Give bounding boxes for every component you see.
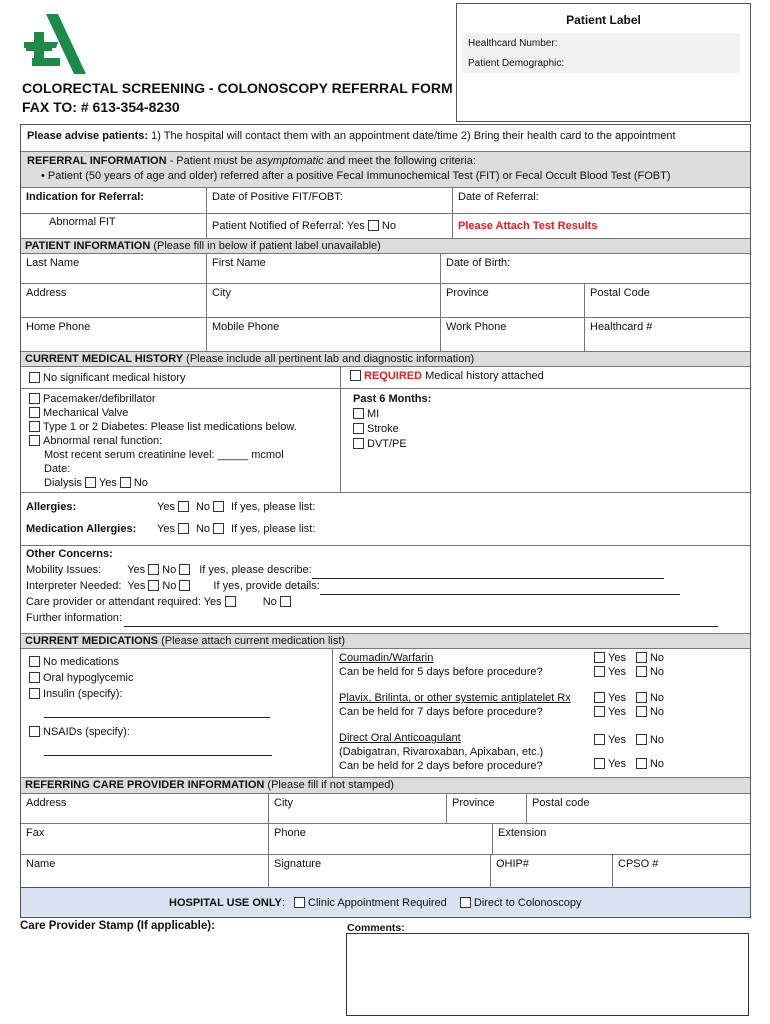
- interp-yes-checkbox[interactable]: [148, 580, 159, 591]
- provider-row-3: [21, 855, 750, 889]
- dialysis-row: [44, 476, 335, 490]
- allergies-line: [26, 501, 76, 513]
- prov-province-label: Province: [452, 797, 495, 809]
- history-attached-cell: [341, 367, 752, 388]
- referral-head-end: and meet the following criteria:: [323, 155, 476, 167]
- criteria-bullet: Patient (50 years of age and older) referred after a positive Fecal Immunochemical Test (FIT) or Fecal Occult Blood Test (FOBT): [47, 170, 671, 182]
- doac-no-checkbox-1[interactable]: [636, 734, 647, 745]
- no-3: No: [649, 692, 665, 704]
- meds-right-cell: [333, 649, 752, 777]
- prov-province-field[interactable]: [447, 794, 527, 823]
- allergies-label: Allergies:: [26, 501, 77, 513]
- condition-valve: [26, 406, 335, 420]
- healthcard-label-2: Healthcard #: [590, 321, 653, 333]
- plavix-label: Plavix, Brilinta, or other systemic antiplatelet Rx: [339, 692, 571, 704]
- prov-signature-field[interactable]: [269, 855, 491, 889]
- stroke-checkbox[interactable]: [353, 423, 364, 434]
- patient-row-1: [21, 254, 750, 284]
- plavix-yes-checkbox-1[interactable]: [594, 692, 605, 703]
- first-name-field[interactable]: [207, 254, 441, 283]
- interp-details-input[interactable]: [320, 583, 680, 595]
- provider-head: REFERRING CARE PROVIDER INFORMATION: [25, 779, 265, 791]
- coumadin-label: Coumadin/Warfarin: [339, 652, 434, 664]
- pacemaker-label: Pacemaker/defibrillator: [43, 393, 156, 405]
- valve-checkbox[interactable]: [29, 407, 40, 418]
- no-2: No: [649, 666, 665, 678]
- advise-row: [21, 125, 750, 152]
- prov-name-label: Name: [26, 858, 56, 870]
- med-allergy-yes-checkbox[interactable]: [178, 523, 189, 534]
- renal-date-label: Date:: [44, 463, 71, 475]
- care-yes-checkbox[interactable]: [225, 596, 236, 607]
- med-allergies-label: Medication Allergies:: [26, 523, 137, 535]
- interp-no-checkbox[interactable]: [179, 580, 190, 591]
- prov-ext-field[interactable]: [493, 824, 752, 854]
- healthcard-label: Healthcard Number:: [468, 38, 558, 49]
- condition-renal: [26, 434, 335, 448]
- allergy-yes: Yes: [157, 501, 175, 513]
- past6-cell: [341, 389, 752, 492]
- mobile-phone-field[interactable]: [207, 318, 441, 351]
- patient-head: PATIENT INFORMATION: [25, 240, 151, 252]
- dialysis-no-checkbox[interactable]: [120, 477, 131, 488]
- last-name-label: Last Name: [26, 257, 80, 269]
- coumadin-yes-checkbox-1[interactable]: [594, 652, 605, 663]
- hospital-use-bar: [20, 888, 751, 918]
- dvt-checkbox[interactable]: [353, 438, 364, 449]
- yes-2: Yes: [608, 666, 626, 678]
- prov-cpso-field[interactable]: [613, 855, 752, 889]
- clinic-appointment-label: Clinic Appointment Required: [308, 897, 447, 909]
- nsaids-label: NSAIDs (specify):: [43, 726, 130, 738]
- prov-postal-label: Postal code: [532, 797, 590, 809]
- advise-text: 1) The hospital will contact them with an appointment date/time 2) Bring their health card to the appointment: [148, 130, 676, 142]
- pacemaker-checkbox[interactable]: [29, 393, 40, 404]
- allergies-options: [157, 501, 315, 513]
- yes-5: Yes: [608, 734, 626, 746]
- provider-row-2: [21, 824, 750, 855]
- referral-head: REFERRAL INFORMATION: [27, 155, 167, 167]
- doac-label: Direct Oral Anticoagulant: [339, 732, 461, 744]
- stamp-label: Care Provider Stamp (If applicable):: [20, 920, 215, 932]
- condition-pacemaker: [26, 392, 335, 406]
- notified-label: Patient Notified of Referral: Yes: [212, 220, 365, 232]
- attach-results-cell: [453, 214, 752, 238]
- hospital-colon: :: [281, 897, 285, 909]
- concerns-row: [21, 546, 750, 634]
- mobility-describe: If yes, please describe:: [199, 564, 312, 576]
- prov-phone-label: Phone: [274, 827, 306, 839]
- indication-label: Indication for Referral:: [26, 191, 144, 203]
- referral-form-grid: [20, 124, 751, 888]
- fax-number: FAX TO: # 613-354-8230: [22, 99, 180, 115]
- provider-header: [21, 778, 750, 794]
- dob-field[interactable]: [441, 254, 752, 283]
- valve-label: Mechanical Valve: [43, 407, 129, 419]
- oral-checkbox[interactable]: [29, 672, 40, 683]
- further-line: [26, 609, 745, 627]
- allergy-no-checkbox[interactable]: [213, 501, 224, 512]
- address-field[interactable]: [21, 284, 207, 317]
- renal-checkbox[interactable]: [29, 435, 40, 446]
- demographic-label: Patient Demographic:: [468, 58, 565, 69]
- dob-label: Date of Birth:: [446, 257, 511, 269]
- patient-sub: (Please fill in below if patient label unavailable): [150, 240, 381, 252]
- required-text: REQUIRED: [364, 370, 423, 382]
- first-name-label: First Name: [212, 257, 266, 269]
- postal-code-field[interactable]: [585, 284, 752, 317]
- yes-3: Yes: [608, 692, 626, 704]
- referral-header: REFERRAL INFORMATION - Patient must be asymptomatic and meet the following criteria: • Patient (50 years of age and older) referred after a positive Fecal Immunochemical Test (FIT) or Fecal Occult Blood Test (FOBT): [21, 152, 750, 188]
- yes-6: Yes: [608, 758, 626, 770]
- coumadin-question: Can be held for 5 days before procedure?: [339, 666, 543, 678]
- nsaids-input[interactable]: [44, 746, 272, 756]
- med-none: [26, 654, 327, 670]
- past-stroke: [353, 422, 747, 437]
- interp-no: No: [162, 580, 177, 592]
- no-meds-label: No medications: [43, 656, 119, 668]
- history-row-1: [21, 367, 750, 389]
- patient-label-box: [456, 3, 751, 122]
- notified-cell: [207, 214, 453, 238]
- coumadin-no-checkbox-2[interactable]: [636, 666, 647, 677]
- prov-phone-field[interactable]: [269, 824, 493, 854]
- interp-details: If yes, provide details:: [213, 580, 320, 592]
- healthcard-field[interactable]: [585, 318, 752, 351]
- no-significant-cell: [21, 367, 341, 388]
- prov-city-label: City: [274, 797, 293, 809]
- doac-yes-checkbox-1[interactable]: [594, 734, 605, 745]
- date-fit-field[interactable]: [207, 188, 453, 213]
- no-significant-label: No significant medical history: [43, 372, 186, 384]
- mobility-label: Mobility Issues:: [26, 564, 102, 576]
- allergy-no: No: [195, 501, 211, 513]
- home-phone-label: Home Phone: [26, 321, 91, 333]
- plavix-no-checkbox-1[interactable]: [636, 692, 647, 703]
- dialysis-label: Dialysis: [44, 477, 82, 489]
- attach-results-text: Please Attach Test Results: [458, 220, 598, 232]
- history-attached-label: Medical history attached: [422, 370, 544, 382]
- postal-code-label: Postal Code: [590, 287, 650, 299]
- prov-name-field[interactable]: [21, 855, 269, 889]
- patient-row-3: [21, 318, 750, 352]
- form-title: COLORECTAL SCREENING - COLONOSCOPY REFERRAL FORM: [22, 80, 453, 96]
- further-label: Further information:: [26, 612, 122, 624]
- meds-row: [21, 649, 750, 778]
- city-label: City: [212, 287, 231, 299]
- patient-label-title: Patient Label: [566, 13, 641, 27]
- allergy-list-label: If yes, please list:: [231, 501, 316, 513]
- coumadin-yes-checkbox-2[interactable]: [594, 666, 605, 677]
- mobility-no: No: [162, 564, 177, 576]
- prov-address-label: Address: [26, 797, 67, 809]
- city-field[interactable]: [207, 284, 441, 317]
- plavix-question: Can be held for 7 days before procedure?: [339, 706, 543, 718]
- care-label: Care provider or attendant required: Yes: [26, 596, 222, 608]
- doac-sub: (Dabigatran, Rivaroxaban, Apixaban, etc.): [339, 746, 544, 758]
- province-label: Province: [446, 287, 489, 299]
- meds-head: CURRENT MEDICATIONS: [25, 635, 159, 647]
- interp-yes: Yes: [127, 580, 146, 592]
- history-attached-checkbox[interactable]: [350, 370, 361, 381]
- last-name-field[interactable]: [21, 254, 207, 283]
- med-nsaids: [26, 724, 327, 740]
- conditions-cell: [21, 389, 341, 492]
- insulin-input[interactable]: [44, 710, 270, 718]
- allergies-row: [21, 493, 750, 546]
- insulin-label: Insulin (specify):: [43, 688, 123, 700]
- mobility-no-checkbox[interactable]: [179, 564, 190, 575]
- abnormal-fit: Abnormal FIT: [49, 216, 116, 228]
- prov-cpso-label: CPSO #: [618, 858, 659, 870]
- diabetes-label: Type 1 or 2 Diabetes: Please list medications below.: [43, 421, 297, 433]
- hospital-use-label: HOSPITAL USE ONLY: [169, 897, 282, 909]
- allergy-yes-checkbox[interactable]: [178, 501, 189, 512]
- med-allergy-list-label: If yes, please list:: [231, 523, 316, 535]
- med-allergy-no-checkbox[interactable]: [213, 523, 224, 534]
- doac-question: Can be held for 2 days before procedure?: [339, 760, 543, 772]
- healthcard-number-field[interactable]: [463, 33, 740, 73]
- yes-1: Yes: [608, 652, 626, 664]
- doac-options-1: [591, 733, 664, 747]
- asymptomatic-text: asymptomatic: [255, 155, 324, 167]
- meds-sub: (Please attach current medication list): [158, 635, 346, 647]
- work-phone-label: Work Phone: [446, 321, 507, 333]
- dialysis-yes: Yes: [98, 477, 117, 489]
- direct-colonoscopy-checkbox[interactable]: [460, 897, 471, 908]
- history-sub: (Please include all pertinent lab and diagnostic information): [183, 353, 475, 365]
- yes-4: Yes: [608, 706, 626, 718]
- no-1: No: [649, 652, 665, 664]
- patient-info-header: [21, 239, 750, 254]
- mobility-yes: Yes: [127, 564, 146, 576]
- mi-label: MI: [367, 408, 380, 420]
- work-phone-field[interactable]: [441, 318, 585, 351]
- renal-label: Abnormal renal function:: [43, 435, 163, 447]
- hospital-logo: [24, 14, 86, 74]
- coumadin-options: [591, 651, 664, 679]
- doac-yes-checkbox-2[interactable]: [594, 758, 605, 769]
- oral-label: Oral hypoglycemic: [43, 672, 134, 684]
- referral-head-rest: - Patient must be: [166, 155, 256, 167]
- mi-checkbox[interactable]: [353, 408, 364, 419]
- notified-no-label: No: [381, 220, 396, 232]
- history-row-2: [21, 389, 750, 493]
- prov-fax-field[interactable]: [21, 824, 269, 854]
- address-label: Address: [26, 287, 67, 299]
- doac-options-2: [591, 757, 664, 771]
- comments-box[interactable]: [346, 933, 749, 1016]
- date-referral-label: Date of Referral:: [458, 191, 539, 203]
- date-fit-label: Date of Positive FIT/FOBT:: [212, 191, 343, 203]
- prov-postal-field[interactable]: [527, 794, 752, 823]
- stroke-label: Stroke: [367, 423, 399, 435]
- plavix-no-checkbox-2[interactable]: [636, 706, 647, 717]
- med-allergies-line: [26, 523, 136, 535]
- med-allergies-options: [157, 523, 315, 535]
- dvt-label: DVT/PE: [367, 438, 407, 450]
- meds-header: [21, 634, 750, 649]
- no-meds-checkbox[interactable]: [29, 656, 40, 667]
- past-mi: [353, 407, 747, 422]
- dialysis-no: No: [133, 477, 148, 489]
- direct-colonoscopy-label: Direct to Colonoscopy: [473, 897, 582, 909]
- prov-ext-label: Extension: [498, 827, 547, 839]
- patient-row-2: [21, 284, 750, 318]
- notified-yes-checkbox[interactable]: [368, 220, 379, 231]
- prov-ohip-label: OHIP#: [496, 858, 530, 870]
- mobile-phone-label: Mobile Phone: [212, 321, 280, 333]
- prov-ohip-field[interactable]: [491, 855, 613, 889]
- history-head: CURRENT MEDICAL HISTORY: [25, 353, 184, 365]
- past-dvt: [353, 437, 747, 452]
- condition-diabetes: [26, 420, 335, 434]
- creatinine-label: Most recent serum creatinine level: _____ mcmol: [44, 449, 284, 461]
- plavix-yes-checkbox-2[interactable]: [594, 706, 605, 717]
- no-5: No: [649, 734, 665, 746]
- med-allergy-yes: Yes: [157, 523, 175, 535]
- nsaids-checkbox[interactable]: [29, 726, 40, 737]
- insulin-checkbox[interactable]: [29, 688, 40, 699]
- med-oral: [26, 670, 327, 686]
- provider-sub: (Please fill if not stamped): [264, 779, 394, 791]
- date-referral-field[interactable]: [453, 188, 752, 213]
- home-phone-field[interactable]: [21, 318, 207, 351]
- advise-label: Please advise patients:: [27, 130, 149, 142]
- interpreter-label: Interpreter Needed:: [26, 580, 122, 592]
- care-no-checkbox[interactable]: [280, 596, 291, 607]
- province-field[interactable]: [441, 284, 585, 317]
- prov-signature-label: Signature: [274, 858, 322, 870]
- concerns-head: Other Concerns:: [26, 548, 113, 560]
- meds-left-cell: [21, 649, 333, 777]
- past6-label: Past 6 Months:: [353, 393, 432, 405]
- care-no: No: [262, 596, 277, 608]
- history-header: [21, 352, 750, 367]
- plavix-options: [591, 691, 664, 719]
- abnormal-fit-cell: [21, 188, 207, 238]
- no-6: No: [649, 758, 665, 770]
- med-insulin: [26, 686, 327, 702]
- med-allergy-no: No: [195, 523, 211, 535]
- clinic-appointment-checkbox[interactable]: [294, 897, 305, 908]
- coumadin-no-checkbox-1[interactable]: [636, 652, 647, 663]
- referral-row-2: [21, 214, 750, 239]
- diabetes-checkbox[interactable]: [29, 421, 40, 432]
- no-4: No: [649, 706, 665, 718]
- comments-label: Comments:: [347, 922, 405, 934]
- prov-address-field[interactable]: [21, 794, 269, 823]
- prov-fax-label: Fax: [26, 827, 45, 839]
- dialysis-yes-checkbox[interactable]: [85, 477, 96, 488]
- prov-city-field[interactable]: [269, 794, 447, 823]
- mobility-yes-checkbox[interactable]: [148, 564, 159, 575]
- further-input[interactable]: [124, 615, 718, 627]
- provider-row-1: [21, 794, 750, 824]
- doac-no-checkbox-2[interactable]: [636, 758, 647, 769]
- no-significant-checkbox[interactable]: [29, 372, 40, 383]
